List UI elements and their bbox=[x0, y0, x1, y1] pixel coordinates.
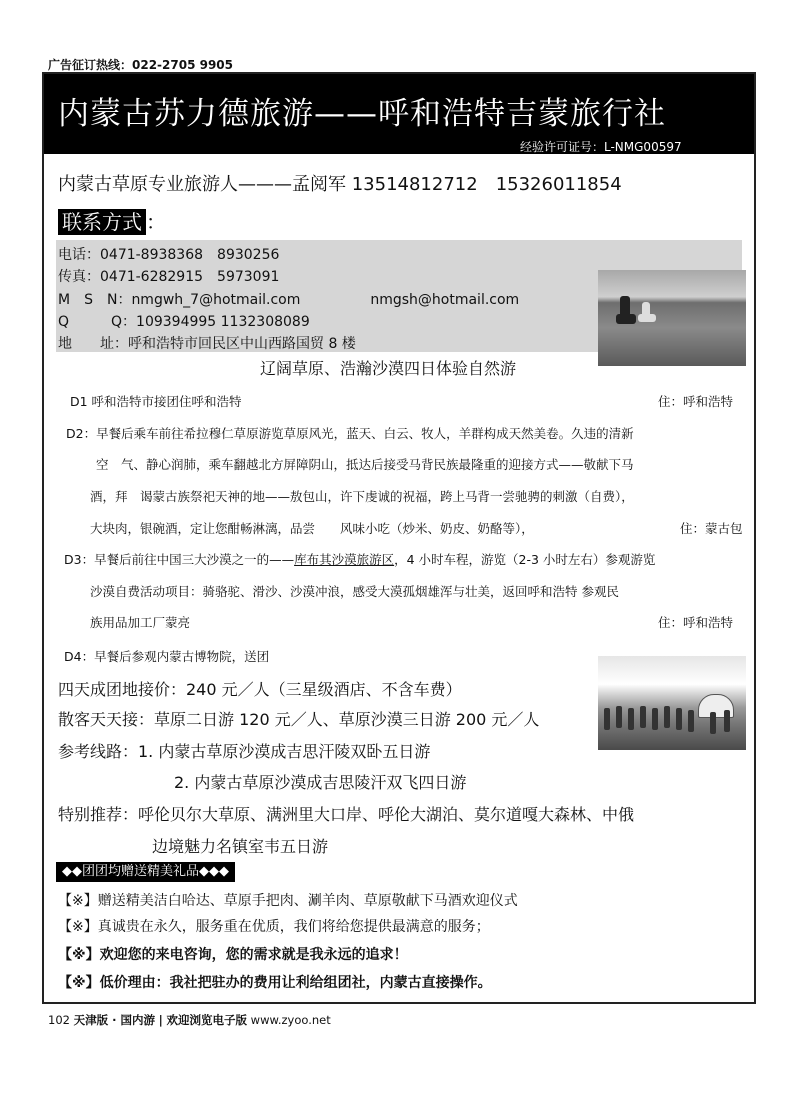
special-recommend-line2: 边境魅力名镇室韦五日游 bbox=[152, 837, 329, 856]
contact-heading bbox=[58, 206, 166, 235]
itinerary-d3-part1: D3：早餐后前往中国三大沙漠之一的—— bbox=[64, 552, 295, 567]
itinerary-d2-line2: 空 气、静心润肺，乘车翻越北方屏障阴山，抵达后接受马背民族最隆重的迎接方式——敬献下马 bbox=[96, 457, 634, 472]
special-recommend-line1: 特别推荐：呼伦贝尔大草原、满洲里大口岸、呼伦大湖泊、莫尔道嘎大森林、中俄 bbox=[58, 805, 635, 824]
route-title: 辽阔草原、浩瀚沙漠四日体验自然游 bbox=[260, 359, 517, 378]
itinerary-d1: D1 呼和浩特市接团住呼和浩特 bbox=[70, 394, 242, 409]
reference-route-1: 参考线路：1. 内蒙古草原沙漠成吉思汗陵双卧五日游 bbox=[58, 742, 431, 761]
page-number: 102 bbox=[48, 1013, 70, 1027]
gift-banner: ◆◆团团均赠送精美礼品◆◆◆ bbox=[56, 862, 235, 882]
msn-line: M S N：nmgwh_7@hotmail.com nmgsh@hotmail.com bbox=[58, 292, 520, 308]
qq-line: Q Q：109394995 1132308089 bbox=[58, 314, 310, 330]
ad-hotline: 广告征订热线：022-2705 9905 bbox=[48, 58, 234, 72]
itinerary-d3-line2: 沙漠自费活动项目：骑骆驼、滑沙、沙漠冲浪，感受大漠孤烟雄浑与壮美，返回呼和浩特 参观民 bbox=[90, 584, 619, 599]
guide-contact: 内蒙古草原专业旅游人———孟阅军 13514812712 15326011854 bbox=[58, 174, 622, 195]
gift-item-1: 【※】赠送精美洁白哈达、草原手把肉、涮羊肉、草原敬献下马酒欢迎仪式 bbox=[58, 893, 518, 909]
grassland-horse-photo bbox=[598, 270, 746, 366]
banner-title: 内蒙古苏力德旅游——呼和浩特吉蒙旅行社 bbox=[58, 96, 666, 132]
contact-heading-colon: ： bbox=[146, 210, 166, 234]
fax-line: 传真：0471-6282915 5973091 bbox=[58, 269, 280, 285]
phone-line: 电话：0471-8938368 8930256 bbox=[58, 247, 280, 263]
footer-url: www.zyoo.net bbox=[250, 1013, 331, 1027]
reference-route-2: 2. 内蒙古草原沙漠成吉思陵汗双飞四日游 bbox=[174, 773, 467, 792]
yurt-dancers-photo bbox=[598, 656, 746, 750]
gift-item-4: 【※】低价理由：我社把驻办的费用让利给组团社，内蒙古直接操作。 bbox=[58, 975, 492, 991]
gift-item-3: 【※】欢迎您的来电咨询，您的需求就是我永远的追求！ bbox=[58, 947, 408, 963]
itinerary-d3-line3: 族用品加工厂蒙亮 bbox=[90, 615, 191, 630]
footer-slogan: 欢迎浏览电子版 bbox=[166, 1013, 248, 1027]
license-number: 经验许可证号：L-NMG00597 bbox=[520, 140, 682, 154]
address-line: 地 址：呼和浩特市回民区中山西路国贸 8 楼 bbox=[58, 336, 356, 352]
contact-heading-label: 联系方式 bbox=[58, 209, 146, 235]
group-price: 四天成团地接价：240 元／人（三星级酒店、不含车费） bbox=[58, 680, 462, 699]
itinerary-d1-stay: 住：呼和浩特 bbox=[658, 394, 734, 409]
daily-price: 散客天天接：草原二日游 120 元／人、草原沙漠三日游 200 元／人 bbox=[58, 710, 540, 729]
desert-area-link: 库布其沙漠旅游区 bbox=[294, 552, 395, 567]
itinerary-d3-stay: 住：呼和浩特 bbox=[658, 615, 734, 630]
itinerary-d2-stay: 住：蒙古包 bbox=[680, 521, 743, 536]
gift-item-2: 【※】真诚贵在永久，服务重在优质，我们将给您提供最满意的服务； bbox=[58, 919, 490, 935]
itinerary-d3-line1 bbox=[64, 550, 655, 568]
itinerary-d2-line1: D2：早餐后乘车前往希拉穆仁草原游览草原风光，蓝天、白云、牧人，羊群构成天然美卷。久违的清新 bbox=[66, 426, 634, 441]
itinerary-d4: D4：早餐后参观内蒙古博物院，送团 bbox=[64, 649, 270, 664]
itinerary-d2-line3: 酒，拜 谒蒙古族祭祀天神的地——敖包山，许下虔诚的祝福，跨上马背一尝驰骋的刺激（自费）， bbox=[90, 489, 634, 504]
itinerary-d3-part3: ，4 小时车程，游览（2-3 小时左右）参观游览 bbox=[394, 552, 656, 567]
footer-separator: | bbox=[158, 1013, 163, 1027]
itinerary-d2-line4: 大块肉，银碗酒，定让您酣畅淋漓，品尝 风味小吃（炒米、奶皮、奶酪等）， bbox=[90, 521, 534, 536]
edition-label: 天津版 · 国内游 bbox=[73, 1013, 155, 1027]
page-footer bbox=[48, 1012, 331, 1028]
